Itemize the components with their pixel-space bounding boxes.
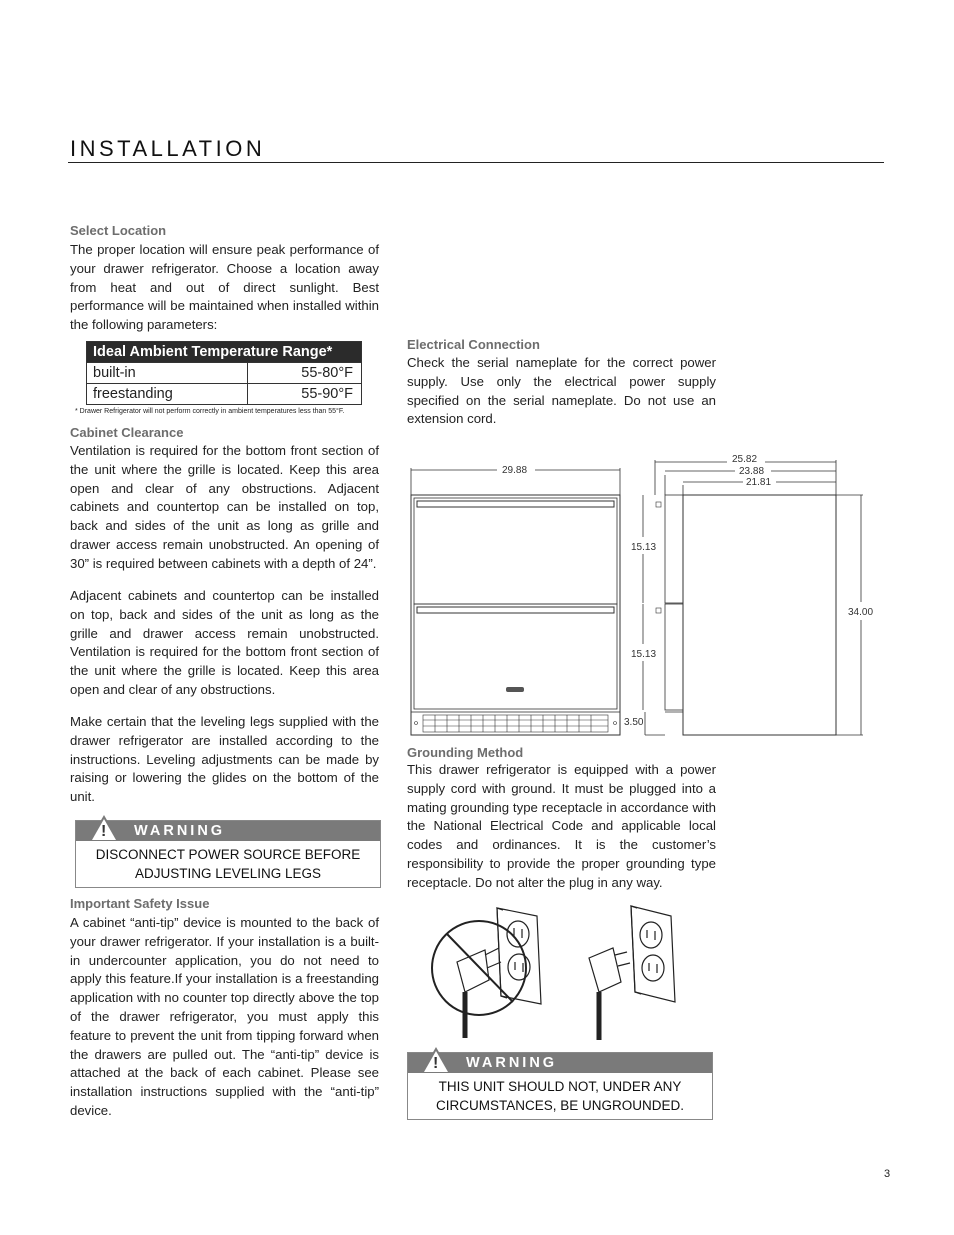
warning-text <box>408 1073 712 1119</box>
safety-heading: Important Safety Issue <box>70 896 210 911</box>
warning-line: THIS UNIT SHOULD NOT, UNDER ANY <box>438 1079 682 1094</box>
warning-line: CIRCUMSTANCES, BE UNGROUNDED. <box>435 1098 685 1113</box>
safety-text: A cabinet “anti-tip” device is mounted to the back of your drawer refrigerator. If your installation is a built-in undercounter application, you do not need to apply this feature.If your installation is a freestanding application with no counter top directly above the top of the drawer refrigerator, you must apply this feature to prevent the unit from tipping forward when the drawers are pulled out. The “anti-tip” device is attached at the back of each cabinet. Please see installation instructions supplied with the “anti-tip” device. <box>70 915 379 1118</box>
dimension-diagram <box>405 450 875 740</box>
depth-dimension-3: 21.81 <box>746 477 772 488</box>
title-divider <box>68 162 884 163</box>
warning-box-leveling <box>75 820 381 888</box>
temperature-table <box>86 341 362 405</box>
cabinet-clearance-paragraph-1: Ventilation is required for the bottom front section of the unit where the grille is located. Keep this area open and clear of any obstructions. Adjacent cabinets and countertop can be installed on top, back and sides of the unit as long as grille and drawer access remain unobstructed. An opening of 30” is required between cabinets with a depth of 24”. <box>70 443 379 571</box>
electrical-heading: Electrical Connection <box>407 337 540 352</box>
grille-height-label: 3.50 <box>624 717 644 728</box>
page-title: INSTALLATION <box>70 136 266 161</box>
plug-illustration <box>425 900 685 1045</box>
warning-bar <box>76 821 380 841</box>
warning-label: WARNING <box>466 1055 558 1071</box>
lower-drawer-height-label: 15.13 <box>631 649 657 660</box>
depth-dimension-2: 23.88 <box>739 466 765 477</box>
table-row <box>87 384 362 405</box>
side-upper-drawer <box>665 495 683 603</box>
cabinet-clearance-heading: Cabinet Clearance <box>70 425 184 440</box>
warning-bar <box>408 1053 712 1073</box>
table-cell-label: built-in <box>87 363 248 384</box>
outlet-icon <box>631 906 675 1002</box>
warning-line: ADJUSTING LEVELING LEGS <box>134 866 322 881</box>
warning-text <box>76 841 380 887</box>
grounding-text: This drawer refrigerator is equipped with a power supply cord with ground. It must be plugged into a mating grounding type receptacle in accordance with the National Electrical Code and applicable local codes and ordinances. It is the customer’s responsibility to provide the proper grounding type receptacle. Do not alter the plug in any way. <box>407 762 716 890</box>
three-prong-plug-icon <box>457 948 501 1038</box>
grounding-heading: Grounding Method <box>407 745 524 760</box>
lower-handle-side-icon <box>656 608 661 613</box>
front-view-outline <box>411 495 620 735</box>
page-number: 3 <box>884 1168 891 1180</box>
exclamation-icon: ! <box>433 1055 442 1072</box>
depth-dimension-1: 25.82 <box>732 454 758 465</box>
table-cell-label: freestanding <box>87 384 248 405</box>
side-lower-drawer <box>665 604 683 710</box>
width-dimension-label: 29.88 <box>502 465 528 476</box>
electrical-text: Check the serial nameplate for the correct power supply. Use only the electrical power supply specified on the serial nameplate. Do not use an extension cord. <box>407 355 716 427</box>
logo-badge-icon <box>506 687 524 692</box>
table-row <box>87 363 362 384</box>
warning-line: DISCONNECT POWER SOURCE BEFORE <box>95 847 361 862</box>
side-view-outline <box>683 495 836 735</box>
upper-drawer-height-label: 15.13 <box>631 542 657 553</box>
warning-label: WARNING <box>134 823 226 839</box>
upper-handle-side-icon <box>656 502 661 507</box>
exclamation-icon: ! <box>101 823 110 840</box>
overall-height-label: 34.00 <box>848 607 874 618</box>
cabinet-clearance-paragraph-2: Adjacent cabinets and countertop can be installed on top, back and sides of the unit as long as the grille and drawer access remain unobstructed. Ventilation is required for the bottom front section of the unit where the grille is located. Keep this area open and clear of any obstructions. <box>70 588 379 697</box>
three-prong-plug-icon <box>589 948 630 1040</box>
table-cell-value: 55-90°F <box>248 384 362 405</box>
outlet-icon <box>497 908 541 1004</box>
cabinet-clearance-paragraph-3: Make certain that the leveling legs supplied with the drawer refrigerator are installed according to the instructions. Leveling adjustments can be made by raising or lowering the glides on the bottom of the unit. <box>70 714 379 805</box>
temperature-footnote: * Drawer Refrigerator will not perform correctly in ambient temperatures less than 55°F. <box>75 408 345 415</box>
temperature-table-header: Ideal Ambient Temperature Range* <box>87 342 362 363</box>
select-location-heading: Select Location <box>70 223 167 238</box>
select-location-text: The proper location will ensure peak performance of your drawer refrigerator. Choose a location away from heat and out of direct sunlight. Best performance will be maintained when installed within the following parameters: <box>70 242 379 333</box>
warning-box-grounding <box>407 1052 713 1120</box>
table-cell-value: 55-80°F <box>248 363 362 384</box>
